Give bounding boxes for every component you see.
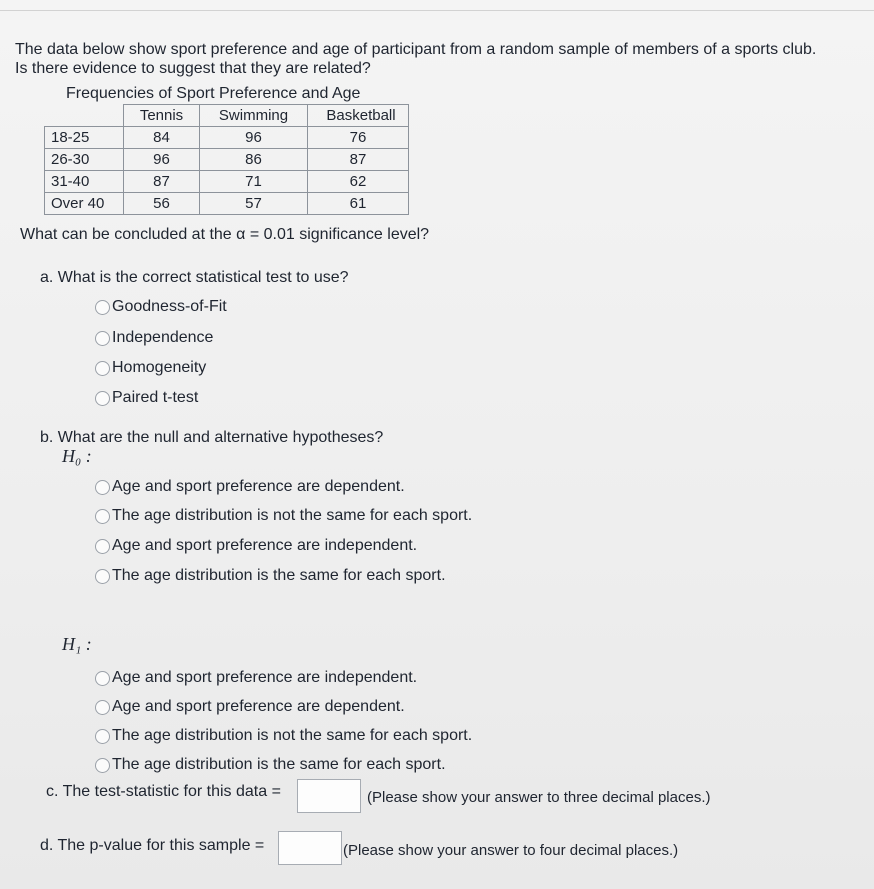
table-row bbox=[45, 127, 409, 149]
table-cell: 57 bbox=[200, 193, 308, 215]
table-cell: 96 bbox=[200, 127, 308, 149]
h0-option[interactable] bbox=[95, 507, 472, 525]
table-row bbox=[45, 193, 409, 215]
radio-button[interactable] bbox=[95, 300, 110, 315]
option-label: Age and sport preference are independent. bbox=[112, 669, 418, 686]
part-d-label: d. The p-value for this sample = bbox=[40, 837, 265, 854]
option-paired-t-test[interactable] bbox=[95, 389, 198, 407]
row-header: Over 40 bbox=[45, 193, 124, 215]
table-cell: 56 bbox=[124, 193, 200, 215]
significance-question: What can be concluded at the α = 0.01 significance level? bbox=[20, 226, 430, 243]
frequency-table bbox=[44, 104, 409, 215]
option-homogeneity[interactable] bbox=[95, 359, 206, 377]
radio-button[interactable] bbox=[95, 569, 110, 584]
radio-button[interactable] bbox=[95, 509, 110, 524]
table-cell: 96 bbox=[124, 149, 200, 171]
radio-button[interactable] bbox=[95, 480, 110, 495]
option-goodness-of-fit[interactable] bbox=[95, 298, 227, 316]
radio-button[interactable] bbox=[95, 361, 110, 376]
h1-option[interactable] bbox=[95, 727, 472, 745]
h0-option[interactable] bbox=[95, 537, 417, 555]
table-row bbox=[45, 149, 409, 171]
table-caption: Frequencies of Sport Preference and Age bbox=[66, 85, 361, 102]
table-cell: 76 bbox=[308, 127, 409, 149]
radio-button[interactable] bbox=[95, 700, 110, 715]
part-b-question: b. What are the null and alternative hypotheses? bbox=[40, 429, 384, 446]
option-label: The age distribution is not the same for each sport. bbox=[112, 727, 473, 744]
table-cell: 71 bbox=[200, 171, 308, 193]
top-divider bbox=[0, 10, 874, 11]
col-header-basketball: Basketball bbox=[308, 105, 409, 127]
option-label: Goodness-of-Fit bbox=[112, 298, 227, 315]
option-label: Age and sport preference are independent. bbox=[112, 537, 418, 554]
h0-option[interactable] bbox=[95, 567, 446, 585]
option-label: The age distribution is the same for each sport. bbox=[112, 756, 446, 773]
table-cell: 62 bbox=[308, 171, 409, 193]
option-label: The age distribution is the same for each sport. bbox=[112, 567, 446, 584]
radio-button[interactable] bbox=[95, 331, 110, 346]
col-header-swimming: Swimming bbox=[200, 105, 308, 127]
table-cell: 84 bbox=[124, 127, 200, 149]
h0-option[interactable] bbox=[95, 478, 405, 496]
radio-button[interactable] bbox=[95, 729, 110, 744]
row-header: 31-40 bbox=[45, 171, 124, 193]
table-cell: 86 bbox=[200, 149, 308, 171]
h0-label: H₀ : bbox=[62, 446, 92, 466]
radio-button[interactable] bbox=[95, 758, 110, 773]
option-label: Age and sport preference are dependent. bbox=[112, 698, 405, 715]
option-label: Age and sport preference are dependent. bbox=[112, 478, 405, 495]
p-value-input[interactable] bbox=[278, 831, 342, 865]
table-row bbox=[45, 171, 409, 193]
table-cell: 87 bbox=[308, 149, 409, 171]
table-header-row bbox=[45, 105, 409, 127]
part-c-note: (Please show your answer to three decimal places.) bbox=[367, 789, 711, 806]
radio-button[interactable] bbox=[95, 671, 110, 686]
table-cell: 87 bbox=[124, 171, 200, 193]
part-a-question: a. What is the correct statistical test to use? bbox=[40, 269, 349, 286]
radio-button[interactable] bbox=[95, 539, 110, 554]
option-label: The age distribution is not the same for each sport. bbox=[112, 507, 473, 524]
option-label: Independence bbox=[112, 329, 214, 346]
h1-option[interactable] bbox=[95, 756, 446, 774]
h1-option[interactable] bbox=[95, 698, 405, 716]
row-header: 18-25 bbox=[45, 127, 124, 149]
option-independence[interactable] bbox=[95, 329, 213, 347]
test-statistic-input[interactable] bbox=[297, 779, 361, 813]
row-header: 26-30 bbox=[45, 149, 124, 171]
option-label: Paired t-test bbox=[112, 389, 199, 406]
h1-option[interactable] bbox=[95, 669, 417, 687]
h1-label: H₁ : bbox=[62, 634, 92, 654]
option-label: Homogeneity bbox=[112, 359, 207, 376]
table-cell: 61 bbox=[308, 193, 409, 215]
radio-button[interactable] bbox=[95, 391, 110, 406]
problem-intro: The data below show sport preference and age of participant from a random sample of members of a sports club. Is there evidence to suggest that they are related? bbox=[15, 41, 817, 77]
part-d-note: (Please show your answer to four decimal places.) bbox=[343, 842, 679, 859]
col-header-tennis: Tennis bbox=[124, 105, 200, 127]
part-c-label: c. The test-statistic for this data = bbox=[46, 783, 281, 800]
